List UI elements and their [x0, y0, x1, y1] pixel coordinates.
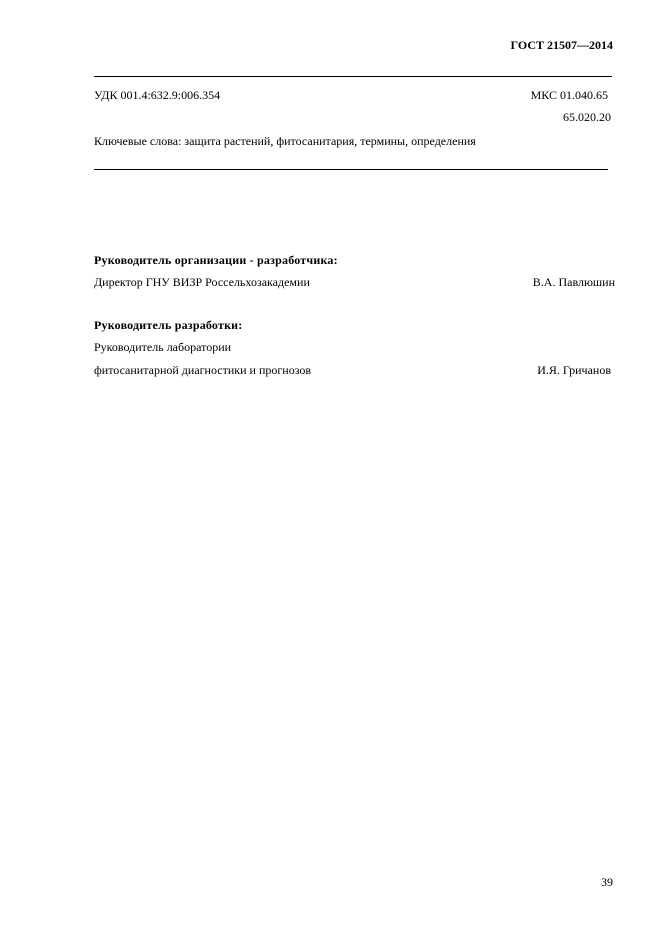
- top-divider: [94, 76, 612, 77]
- organization-head-position: Директор ГНУ ВИЗР Россельхозакадемии: [94, 275, 310, 289]
- bottom-divider: [94, 169, 608, 170]
- development-head-position-line1: Руководитель лаборатории: [94, 340, 232, 354]
- standard-number-header: ГОСТ 21507—2014: [510, 38, 613, 52]
- page-number: 39: [601, 875, 613, 889]
- mks-code-primary: МКС 01.040.65: [530, 88, 608, 102]
- development-head-heading: Руководитель разработки:: [94, 318, 243, 332]
- organization-head-name: В.А. Павлюшин: [532, 275, 615, 289]
- mks-code-secondary: 65.020.20: [563, 110, 611, 124]
- keywords-line: Ключевые слова: защита растений, фитосанитария, термины, определения: [94, 134, 476, 148]
- development-head-position-line2: фитосанитарной диагностики и прогнозов: [94, 363, 312, 377]
- organization-head-heading: Руководитель организации - разработчика:: [94, 253, 338, 267]
- development-head-name: И.Я. Гричанов: [537, 363, 611, 377]
- udk-code: УДК 001.4:632.9:006.354: [94, 88, 221, 102]
